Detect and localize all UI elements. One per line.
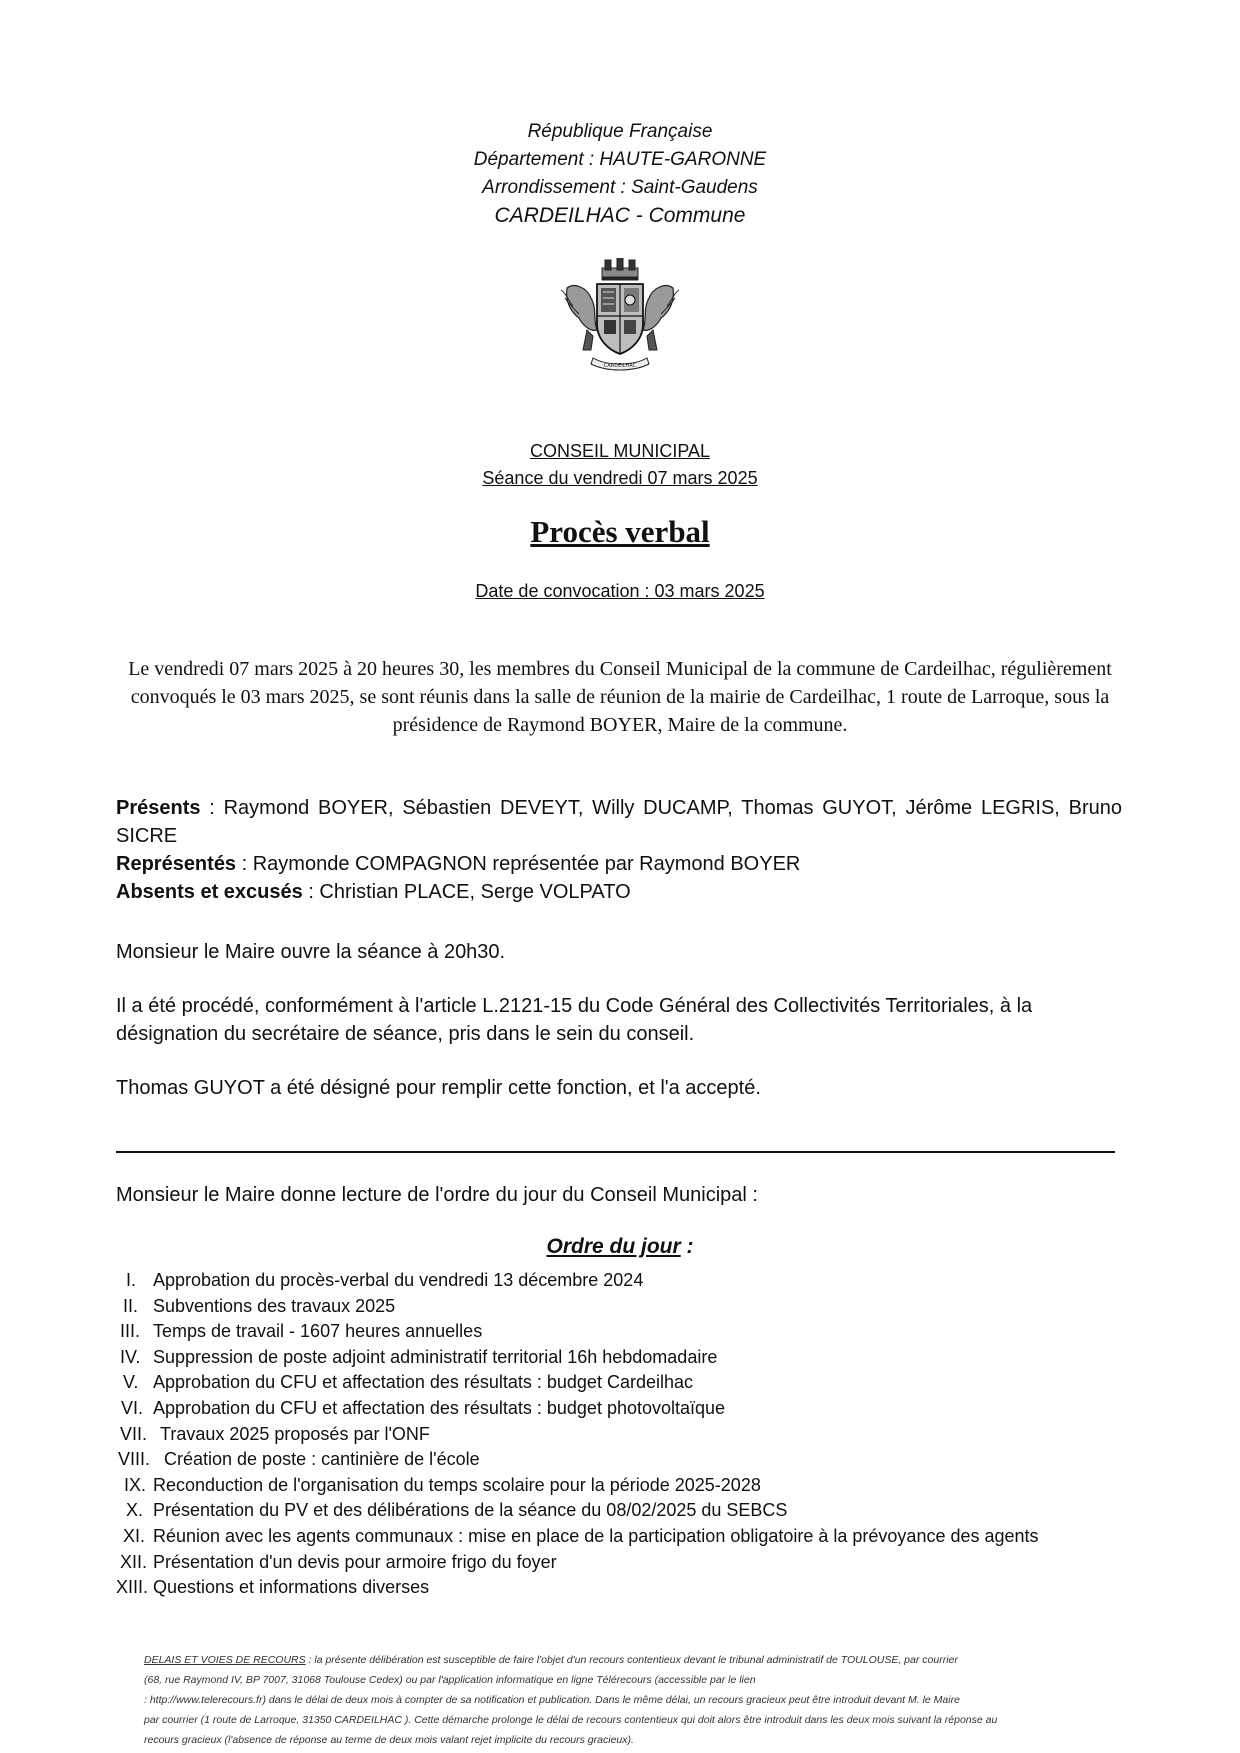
agenda-item bbox=[116, 1422, 1136, 1448]
presents-label: Présents bbox=[116, 797, 201, 819]
agenda-item bbox=[116, 1498, 1136, 1524]
ouverture-paragraph: Monsieur le Maire ouvre la séance à 20h30. bbox=[116, 941, 506, 963]
agenda-item bbox=[116, 1268, 1136, 1294]
agenda-item-text: Reconduction de l'organisation du temps scolaire pour la période 2025-2028 bbox=[153, 1474, 761, 1495]
absents-line bbox=[116, 878, 1122, 906]
agenda-list bbox=[116, 1268, 1136, 1601]
representes-label: Représentés bbox=[116, 853, 237, 875]
agenda-item bbox=[116, 1294, 1136, 1320]
attendance-block bbox=[116, 794, 1122, 906]
agenda-item-text: Approbation du CFU et affectation des résultats : budget photovoltaïque bbox=[153, 1397, 726, 1418]
agenda-item-text: Présentation d'un devis pour armoire frigo du foyer bbox=[153, 1551, 557, 1572]
recours-line-5: recours gracieux (l'absence de réponse au terme de deux mois valant rejet implicite du recours gracieux). bbox=[144, 1734, 634, 1746]
arrondissement-line: Arrondissement : Saint-Gaudens bbox=[482, 177, 758, 198]
agenda-item-text: Création de poste : cantinière de l'école bbox=[164, 1449, 480, 1470]
coat-of-arms-icon bbox=[557, 258, 683, 376]
agenda-item-text: Temps de travail - 1607 heures annuelles bbox=[153, 1321, 483, 1342]
intro-paragraph: Le vendredi 07 mars 2025 à 20 heures 30, les membres du Conseil Municipal de la commune de Cardeilhac, régulièrement convoqués le 03 mars 2025, se sont réunis dans la salle de réunion de la mairie de Cardeilhac, 1 route de Larroque, sous la présidence de Raymond BOYER, Maire de la commune. bbox=[128, 658, 1112, 736]
agenda-item bbox=[116, 1473, 1136, 1499]
agenda-item bbox=[116, 1575, 1136, 1601]
agenda-item-text: Travaux 2025 proposés par l'ONF bbox=[160, 1423, 430, 1444]
absents-label: Absents et excusés bbox=[116, 881, 303, 903]
recours-footer bbox=[144, 1650, 1074, 1750]
svg-text:CARDEILHAC: CARDEILHAC bbox=[603, 363, 637, 369]
agenda-item-text: Présentation du PV et des délibérations de la séance du 08/02/2025 du SEBCS bbox=[153, 1500, 788, 1521]
conseil-heading bbox=[0, 438, 1240, 492]
agenda-item-text: Subventions des travaux 2025 bbox=[153, 1295, 396, 1316]
agenda-item-number: IX. bbox=[124, 1474, 147, 1495]
lecture-paragraph: Monsieur le Maire donne lecture de l'ordre du jour du Conseil Municipal : bbox=[116, 1184, 758, 1206]
agenda-item bbox=[116, 1524, 1136, 1550]
seance-date: Séance du vendredi 07 mars 2025 bbox=[482, 468, 758, 488]
representes-value: : Raymonde COMPAGNON représentée par Raymond BOYER bbox=[236, 853, 801, 875]
agenda-item bbox=[116, 1447, 1136, 1473]
agenda-title-text: Ordre du jour bbox=[546, 1235, 681, 1258]
secretaire-paragraph: Thomas GUYOT a été désigné pour remplir cette fonction, et l'a accepté. bbox=[116, 1077, 761, 1099]
agenda-item-number: VII. bbox=[120, 1423, 148, 1444]
article-paragraph: Il a été procédé, conformément à l'article L.2121-15 du Code Général des Collectivités Territoriales, à la désignation du secrétaire de séance, pris dans le sein du conseil. bbox=[116, 995, 1033, 1045]
recours-label: DELAIS ET VOIES DE RECOURS bbox=[144, 1654, 306, 1666]
republique-line: République Française bbox=[527, 121, 713, 142]
agenda-item-text: Questions et informations diverses bbox=[153, 1577, 430, 1598]
agenda-item-number: I. bbox=[126, 1270, 137, 1290]
presents-line bbox=[116, 794, 1122, 850]
agenda-item-text: Approbation du CFU et affectation des résultats : budget Cardeilhac bbox=[153, 1372, 693, 1393]
agenda-item bbox=[116, 1550, 1136, 1576]
recours-line-4: par courrier (1 route de Larroque, 31350 CARDEILHAC ). Cette démarche prolonge le délai de recours contentieux qui doit alors être introduit dans les deux mois suivant la réponse au bbox=[144, 1714, 998, 1726]
absents-value: : Christian PLACE, Serge VOLPATO bbox=[302, 881, 631, 903]
presents-value: : Raymond BOYER, Sébastien DEVEYT, Willy DUCAMP, Thomas GUYOT, Jérôme LEGRIS, Bruno SICRE bbox=[116, 797, 1122, 847]
recours-line-2: (68, rue Raymond IV, BP 7007, 31068 Toulouse Cedex) ou par l'application informatique en ligne Télérecours (accessible par le lien bbox=[144, 1674, 756, 1686]
page-title: Procès verbal bbox=[530, 514, 710, 549]
representes-line bbox=[116, 850, 1122, 878]
agenda-title-suffix: : bbox=[680, 1235, 694, 1258]
agenda-item-number: IV. bbox=[120, 1346, 141, 1367]
agenda-item-number: X. bbox=[126, 1500, 144, 1521]
commune-line: CARDEILHAC - Commune bbox=[494, 204, 746, 227]
document-header bbox=[0, 118, 1240, 230]
conseil-title: CONSEIL MUNICIPAL bbox=[529, 441, 711, 461]
agenda-item-number: VI. bbox=[121, 1397, 144, 1418]
agenda-item-number: XIII. bbox=[116, 1577, 149, 1598]
agenda-item-text: Approbation du procès-verbal du vendredi 13 décembre 2024 bbox=[153, 1270, 644, 1290]
agenda-item-text: Réunion avec les agents communaux : mise en place de la participation obligatoire à la prévoyance des agents bbox=[153, 1525, 1039, 1546]
recours-line-1: : la présente délibération est susceptible de faire l'objet d'un recours contentieux devant le tribunal administratif de TOULOUSE, par courrier bbox=[305, 1654, 958, 1666]
agenda-item bbox=[116, 1319, 1136, 1345]
agenda-item bbox=[116, 1370, 1136, 1396]
agenda-item-number: II. bbox=[123, 1295, 139, 1316]
agenda-item-number: XI. bbox=[123, 1525, 146, 1546]
agenda-item bbox=[116, 1345, 1136, 1371]
recours-line-3: : http://www.telerecours.fr) dans le délai de deux mois à compter de sa notification et publication. Dans le même délai, un recours gracieux peut être introduit devant M. le Maire bbox=[144, 1694, 960, 1706]
departement-line: Département : HAUTE-GARONNE bbox=[473, 149, 767, 170]
convocation-date: Date de convocation : 03 mars 2025 bbox=[475, 581, 765, 601]
agenda-item-number: VIII. bbox=[118, 1449, 151, 1470]
agenda-item-number: V. bbox=[123, 1372, 139, 1393]
separator-line bbox=[116, 1151, 1115, 1153]
agenda-title bbox=[0, 1235, 1240, 1259]
agenda-item bbox=[116, 1396, 1136, 1422]
agenda-item-text: Suppression de poste adjoint administratif territorial 16h hebdomadaire bbox=[153, 1346, 718, 1367]
agenda-item-number: III. bbox=[120, 1321, 141, 1342]
agenda-item-number: XII. bbox=[120, 1551, 148, 1572]
